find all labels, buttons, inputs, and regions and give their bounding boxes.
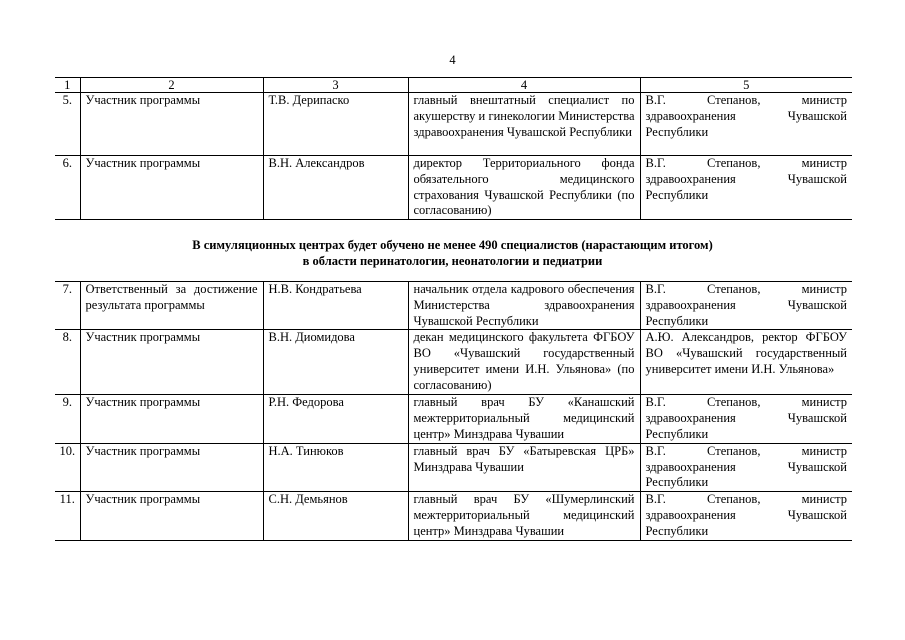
header-col-3: 3 — [263, 78, 408, 93]
row-role: Участник программы — [80, 443, 263, 491]
row-supervisor: А.Ю. Александров, ректор ФГБОУ ВО «Чувашский государственный университет имени И.Н. Ульянова» — [640, 330, 852, 395]
row-supervisor: В.Г. Степанов, министр здравоохранения Чувашской Республики — [640, 395, 852, 443]
table-row — [55, 492, 852, 540]
row-role: Участник программы — [80, 395, 263, 443]
row-role: Участник программы — [80, 492, 263, 540]
row-number: 10. — [55, 443, 80, 491]
table-row — [55, 93, 852, 156]
row-person: Н.А. Тинюков — [263, 443, 408, 491]
row-position: начальник отдела кадрового обеспечения Министерства здравоохранения Чувашской Республики — [408, 282, 640, 330]
section-heading — [0, 237, 905, 269]
page-number: 4 — [449, 53, 456, 67]
row-role: Ответственный за достижение результата программы — [80, 282, 263, 330]
table-row — [55, 156, 852, 220]
row-role: Участник программы — [80, 330, 263, 395]
header-col-2: 2 — [80, 78, 263, 93]
row-supervisor: В.Г. Степанов, министр здравоохранения Чувашской Республики — [640, 492, 852, 540]
row-person: В.Н. Диомидова — [263, 330, 408, 395]
row-supervisor: В.Г. Степанов, министр здравоохранения Чувашской Республики — [640, 282, 852, 330]
table-row — [55, 330, 852, 395]
row-number: 5. — [55, 93, 80, 156]
table-row — [55, 395, 852, 443]
row-position: главный врач БУ «Батыревская ЦРБ» Минздрава Чувашии — [408, 443, 640, 491]
row-number: 11. — [55, 492, 80, 540]
row-role: Участник программы — [80, 93, 263, 156]
section-heading-line-2: в области перинатологии, неонатологии и педиатрии — [302, 254, 603, 268]
responsibility-table-bottom — [55, 281, 852, 541]
row-person: Н.В. Кондратьева — [263, 282, 408, 330]
row-number: 9. — [55, 395, 80, 443]
row-person: Р.Н. Федорова — [263, 395, 408, 443]
row-supervisor: В.Г. Степанов, министр здравоохранения Чувашской Республики — [640, 156, 852, 220]
row-position: главный внештатный специалист по акушерству и гинекологии Министерства здравоохранения Чувашской Республики — [408, 93, 640, 156]
row-position: директор Территориального фонда обязательного медицинского страхования Чувашской Республики (по согласованию) — [408, 156, 640, 220]
row-number: 6. — [55, 156, 80, 220]
row-position: декан медицинского факультета ФГБОУ ВО «Чувашский государственный университет имени И.Н. Ульянова» (по согласованию) — [408, 330, 640, 395]
row-number: 7. — [55, 282, 80, 330]
table-row — [55, 443, 852, 491]
row-person: В.Н. Александров — [263, 156, 408, 220]
row-role: Участник программы — [80, 156, 263, 220]
table-row — [55, 282, 852, 330]
header-col-1: 1 — [55, 78, 80, 93]
header-col-5: 5 — [640, 78, 852, 93]
row-position: главный врач БУ «Шумерлинский межтерриториальный медицинский центр» Минздрава Чувашии — [408, 492, 640, 540]
row-position: главный врач БУ «Канашский межтерриториальный медицинский центр» Минздрава Чувашии — [408, 395, 640, 443]
row-person: Т.В. Дерипаско — [263, 93, 408, 156]
section-heading-line-1: В симуляционных центрах будет обучено не менее 490 специалистов (нарастающим итогом) — [192, 238, 713, 252]
row-number: 8. — [55, 330, 80, 395]
row-supervisor: В.Г. Степанов, министр здравоохранения Чувашской Республики — [640, 93, 852, 156]
table-header-row — [55, 78, 852, 93]
header-col-4: 4 — [408, 78, 640, 93]
row-person: С.Н. Демьянов — [263, 492, 408, 540]
row-supervisor: В.Г. Степанов, министр здравоохранения Чувашской Республики — [640, 443, 852, 491]
responsibility-table-top — [55, 77, 852, 220]
